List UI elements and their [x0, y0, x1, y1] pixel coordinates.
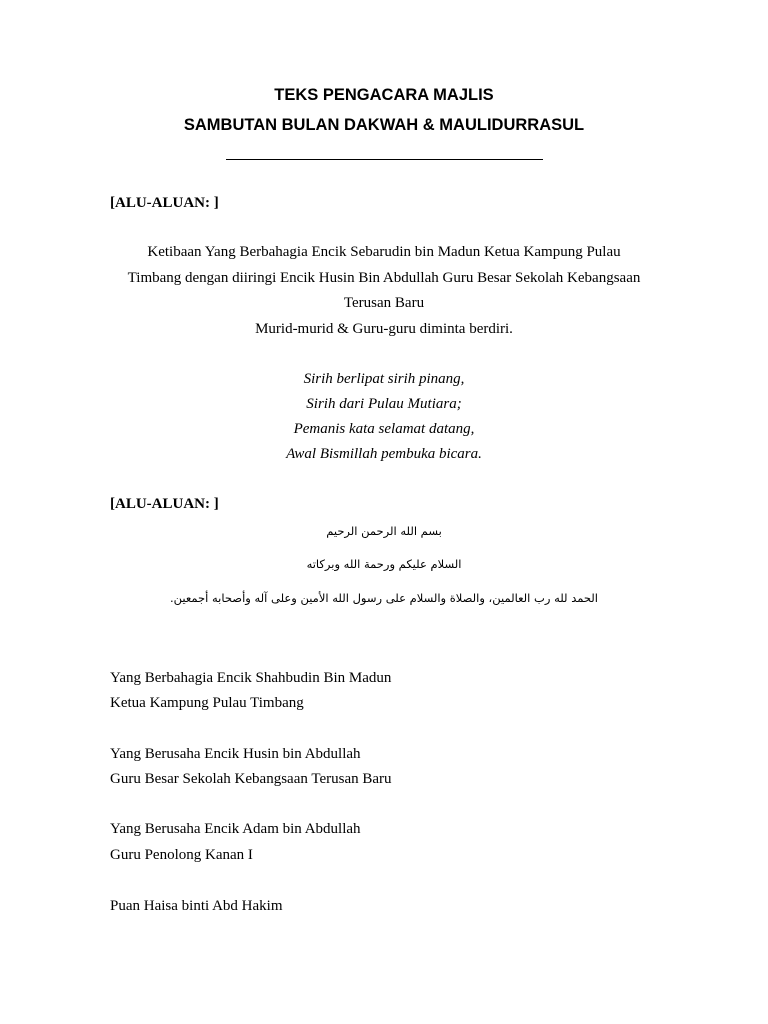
pantun-line: Sirih berlipat sirih pinang,	[303, 371, 465, 387]
dignitary-name: Yang Berusaha Encik Adam bin Abdullah	[110, 821, 361, 837]
arabic-hamdalah: الحمد لله رب العالمين، والصلاة والسلام على رسول الله الأمين وعلى آله وأصحابه أجمعين.	[169, 591, 599, 605]
arrival-paragraph-line: Ketibaan Yang Berbahagia Encik Sebarudin bin Madun Ketua Kampung Pulau	[147, 244, 621, 260]
document-title: TEKS PENGACARA MAJLIS	[274, 86, 494, 104]
arrival-paragraph-line: Murid-murid & Guru-guru diminta berdiri.	[255, 321, 513, 337]
arabic-salam: السلام عليكم ورحمة الله وبركاته	[306, 557, 462, 571]
dignitary-name: Puan Haisa binti Abd Hakim	[110, 898, 283, 914]
arabic-basmalah: بسم الله الرحمن الرحيم	[326, 524, 442, 538]
dignitary-position: Ketua Kampung Pulau Timbang	[110, 695, 304, 711]
arrival-paragraph-line: Terusan Baru	[343, 295, 425, 311]
dignitary-position: Guru Besar Sekolah Kebangsaan Terusan Baru	[110, 771, 392, 787]
document-subtitle: SAMBUTAN BULAN DAKWAH & MAULIDURRASUL	[183, 116, 585, 134]
section-heading-alu-aluan-2: [ALU-ALUAN: ]	[110, 496, 219, 512]
section-heading-alu-aluan-1: [ALU-ALUAN: ]	[110, 195, 219, 211]
dignitary-position: Guru Penolong Kanan I	[110, 847, 253, 863]
dignitary-name: Yang Berusaha Encik Husin bin Abdullah	[110, 746, 361, 762]
title-underline	[226, 159, 543, 160]
dignitary-name: Yang Berbahagia Encik Shahbudin Bin Madun	[110, 670, 392, 686]
pantun-line: Pemanis kata selamat datang,	[293, 421, 475, 437]
arrival-paragraph-line: Timbang dengan diiringi Encik Husin Bin Abdullah Guru Besar Sekolah Kebangsaan	[127, 270, 641, 286]
pantun-line: Awal Bismillah pembuka bicara.	[286, 446, 482, 462]
pantun-line: Sirih dari Pulau Mutiara;	[306, 396, 462, 412]
